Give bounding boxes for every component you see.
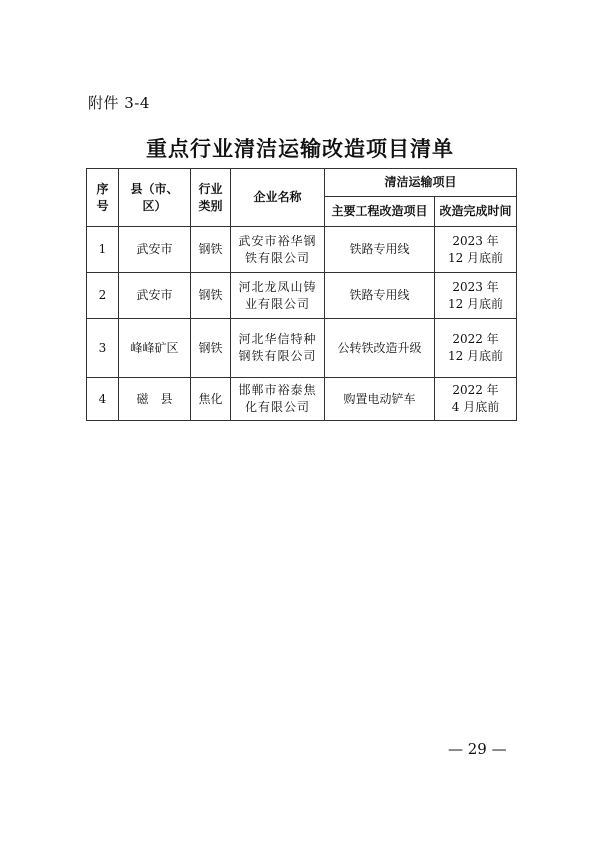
header-project: 主要工程改造项目 bbox=[325, 197, 435, 227]
header-county: 县（市、区） bbox=[119, 169, 191, 227]
header-company: 企业名称 bbox=[231, 169, 325, 227]
cell-industry: 钢铁 bbox=[191, 273, 231, 319]
deadline-month: 12 月底前 bbox=[447, 250, 504, 265]
cell-no: 4 bbox=[87, 378, 119, 421]
deadline-year: 2022 年 bbox=[452, 383, 499, 397]
deadline-year: 2023 年 bbox=[452, 233, 499, 248]
cell-project: 铁路专用线 bbox=[325, 273, 435, 319]
cell-no: 1 bbox=[87, 227, 119, 273]
cell-no: 3 bbox=[87, 319, 119, 378]
attachment-label: 附件 3-4 bbox=[88, 94, 150, 112]
deadline-month: 12 月底前 bbox=[447, 349, 504, 363]
cell-project: 购置电动铲车 bbox=[325, 378, 435, 421]
cell-county: 磁 县 bbox=[119, 378, 191, 421]
cell-county: 武安市 bbox=[119, 227, 191, 273]
cell-industry: 焦化 bbox=[191, 378, 231, 421]
table-row bbox=[87, 227, 517, 273]
table-row bbox=[87, 273, 517, 319]
page-number: — 29 — bbox=[448, 740, 507, 758]
cell-county: 武安市 bbox=[119, 273, 191, 319]
deadline-year: 2022 年 bbox=[452, 332, 499, 346]
cell-company: 河北华信特种钢铁有限公司 bbox=[231, 319, 325, 378]
cell-deadline bbox=[435, 378, 517, 421]
cell-project: 公转铁改造升级 bbox=[325, 319, 435, 378]
cell-deadline bbox=[435, 227, 517, 273]
project-list-table bbox=[86, 168, 517, 421]
cell-deadline bbox=[435, 273, 517, 319]
header-industry: 行业类别 bbox=[191, 169, 231, 227]
header-group: 清洁运输项目 bbox=[325, 169, 517, 197]
cell-company: 河北龙凤山铸业有限公司 bbox=[231, 273, 325, 319]
deadline-month: 4 月底前 bbox=[451, 400, 500, 414]
table-row bbox=[87, 319, 517, 378]
table-row bbox=[87, 378, 517, 421]
cell-deadline bbox=[435, 319, 517, 378]
cell-no: 2 bbox=[87, 273, 119, 319]
table-header-row bbox=[87, 169, 517, 197]
header-deadline: 改造完成时间 bbox=[435, 197, 517, 227]
deadline-year: 2023 年 bbox=[452, 279, 499, 294]
cell-company: 武安市裕华钢铁有限公司 bbox=[231, 227, 325, 273]
cell-industry: 钢铁 bbox=[191, 319, 231, 378]
cell-industry: 钢铁 bbox=[191, 227, 231, 273]
cell-company: 邯郸市裕泰焦化有限公司 bbox=[231, 378, 325, 421]
cell-county: 峰峰矿区 bbox=[119, 319, 191, 378]
deadline-month: 12 月底前 bbox=[447, 296, 504, 311]
document-title: 重点行业清洁运输改造项目清单 bbox=[146, 136, 454, 161]
cell-project: 铁路专用线 bbox=[325, 227, 435, 273]
header-no: 序号 bbox=[87, 169, 119, 227]
